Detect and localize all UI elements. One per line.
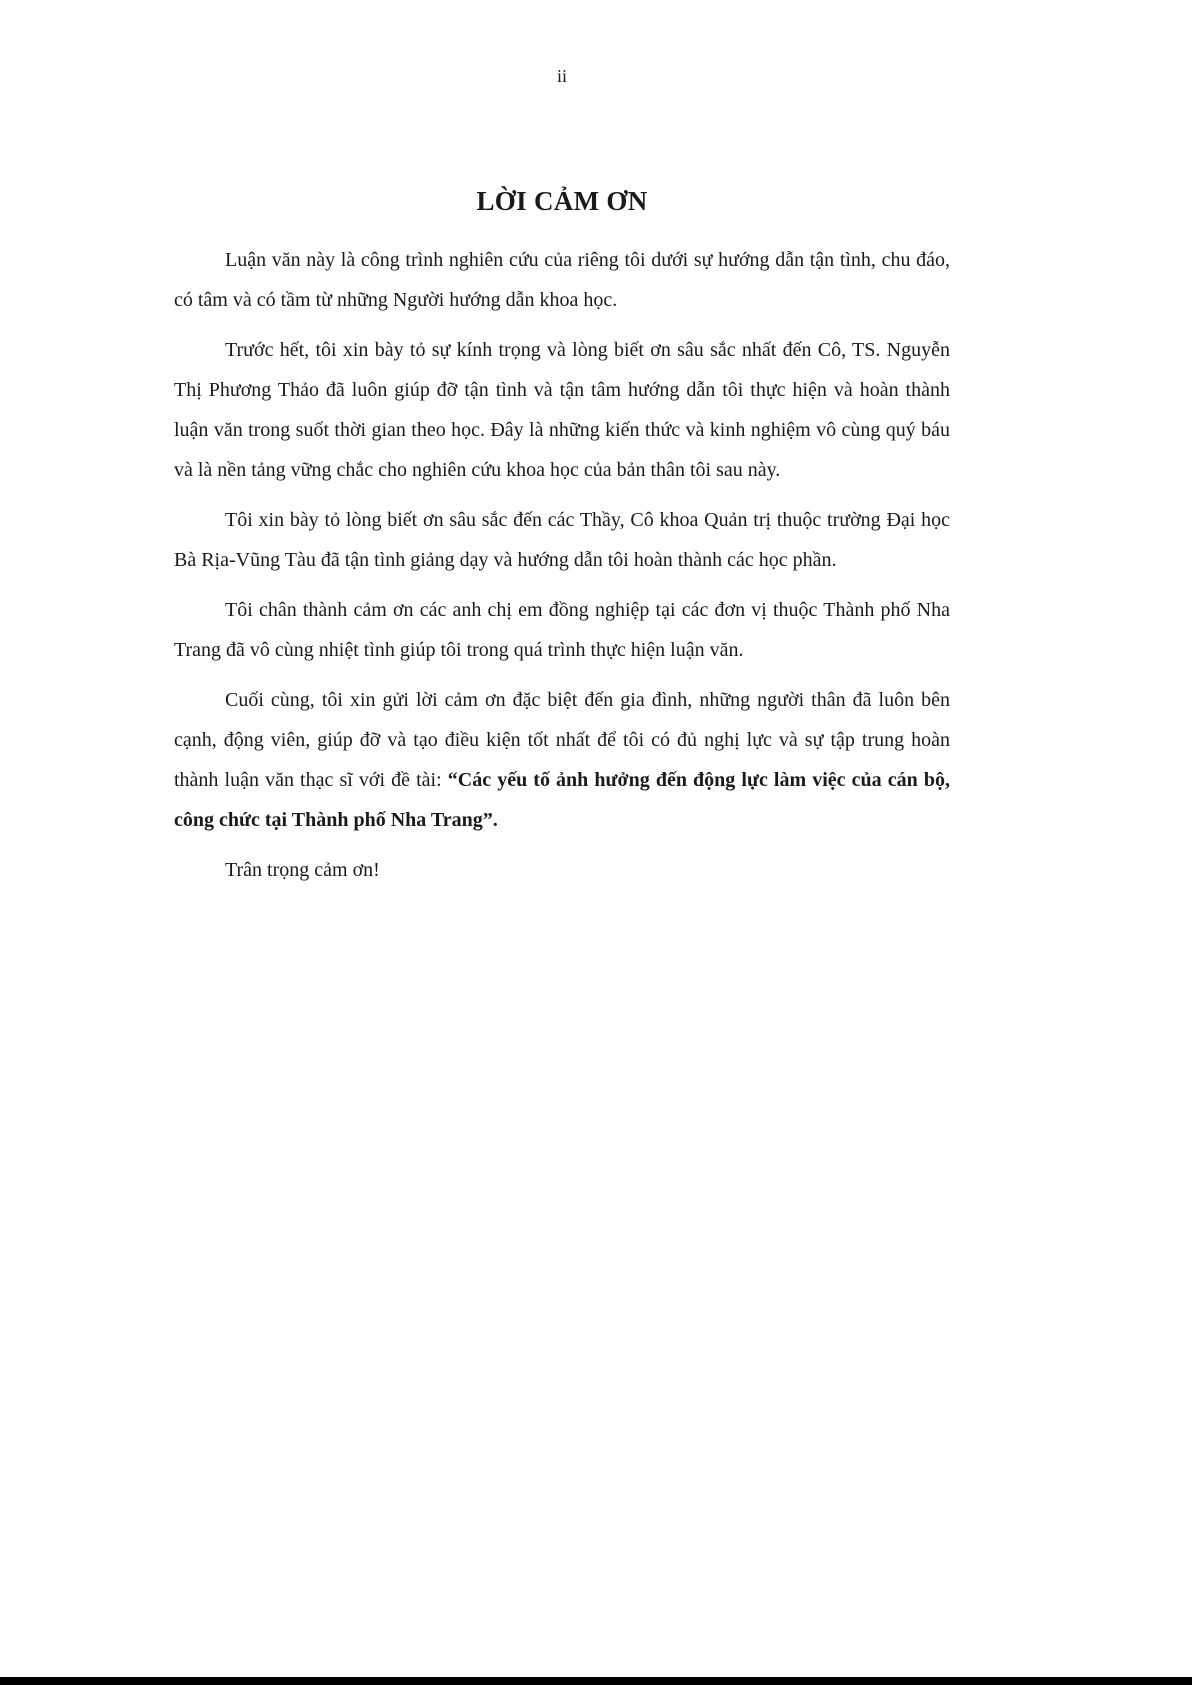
bottom-edge-bar	[0, 1677, 1192, 1685]
paragraph-4: Tôi chân thành cảm ơn các anh chị em đồng nghiệp tại các đơn vị thuộc Thành phố Nha Trang đã vô cùng nhiệt tình giúp tôi trong quá trình thực hiện luận văn.	[174, 599, 950, 661]
closing-line: Trân trọng cảm ơn!	[225, 859, 380, 881]
paragraph-5-lead: Cuối cùng, tôi xin gửi lời cảm ơn đặc biệt đến gia đình, những người thân đã luôn bên cạnh, động viên, giúp đỡ và tạo điều kiện tốt nhất để tôi có đủ nghị lực và sự tập trung hoàn thành luận văn thạc sĩ với đề tài:	[174, 689, 950, 791]
thesis-title: “Các yếu tố ảnh hưởng đến động lực làm việc của cán bộ, công chức tại Thành phố Nha Trang”.	[174, 769, 950, 831]
page-title: LỜI CẢM ƠN	[476, 186, 648, 216]
paragraph-3: Tôi xin bày tỏ lòng biết ơn sâu sắc đến các Thầy, Cô khoa Quản trị thuộc trường Đại học Bà Rịa-Vũng Tàu đã tận tình giảng dạy và hướng dẫn tôi hoàn thành các học phần.	[174, 509, 950, 571]
paragraph-1: Luận văn này là công trình nghiên cứu của riêng tôi dưới sự hướng dẫn tận tình, chu đáo, có tâm và có tầm từ những Người hướng dẫn khoa học.	[174, 249, 950, 311]
paragraph-5	[174, 680, 950, 840]
paragraph-2: Trước hết, tôi xin bày tỏ sự kính trọng và lòng biết ơn sâu sắc nhất đến Cô, TS. Nguyễn Thị Phương Thảo đã luôn giúp đỡ tận tình và tận tâm hướng dẫn tôi thực hiện và hoàn thành luận văn trong suốt thời gian theo học. Đây là những kiến thức và kinh nghiệm vô cùng quý báu và là nền tảng vững chắc cho nghiên cứu khoa học của bản thân tôi sau này.	[174, 339, 950, 481]
acknowledgement-body	[174, 240, 950, 900]
page-number: ii	[556, 66, 567, 86]
